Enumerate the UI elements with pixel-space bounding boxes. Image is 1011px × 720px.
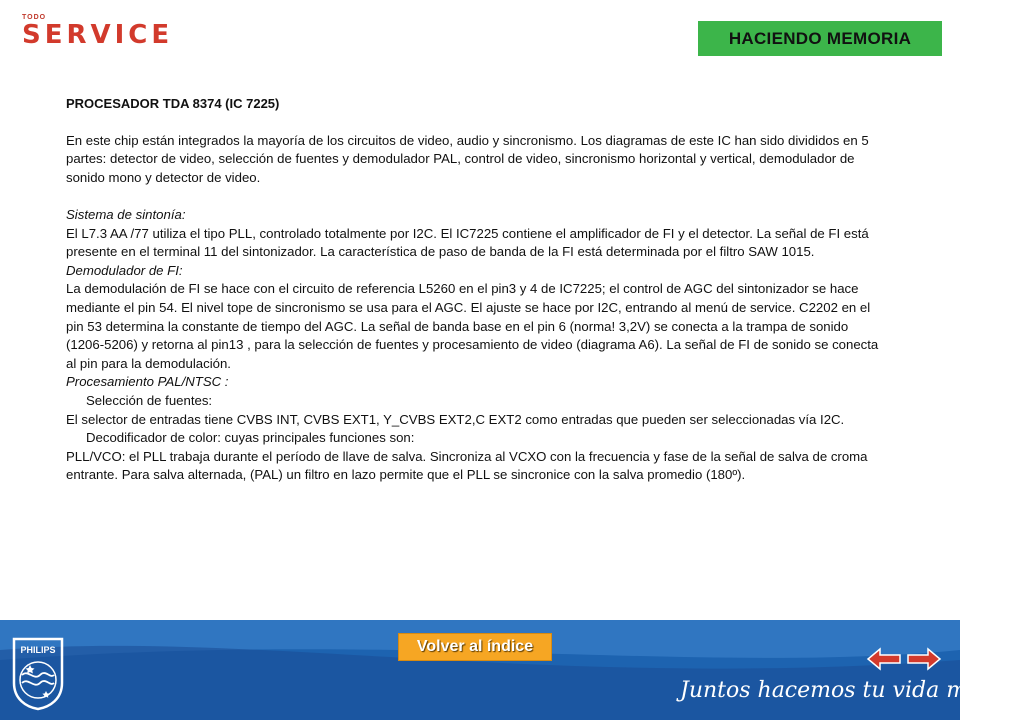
page-title: PROCESADOR TDA 8374 (IC 7225) bbox=[66, 96, 280, 111]
section-heading-tuning: Sistema de sintonía: bbox=[66, 206, 186, 222]
back-to-index-button[interactable]: Volver al índice bbox=[398, 633, 552, 661]
intro-paragraph: En este chip están integrados la mayoría de los circuitos de video, audio y sincronismo. Los diagramas de este IC han sido divididos en 5 partes: detector de video, selección de fuentes y demodulador PAL, control de video, sincronismo horizontal y vertical, demodulador de sonido mono y detector de video. bbox=[66, 132, 869, 185]
section-text-tuning: El L7.3 AA /77 utiliza el tipo PLL, controlado totalmente por I2C. El IC7225 contiene el amplificador de FI y el detector. La señal de FI está presente en el terminal 11 del sintonizador. La característica de paso de banda de la FI está determinada por el filtro SAW 1015. bbox=[66, 225, 869, 260]
subheading-source-select: Selección de fuentes: bbox=[86, 392, 213, 408]
section-heading-if-demod: Demodulador de FI: bbox=[66, 262, 183, 278]
text-source-select: El selector de entradas tiene CVBS INT, CVBS EXT1, Y_CVBS EXT2,C EXT2 como entradas que pueden ser seleccionadas vía I2C. bbox=[66, 411, 845, 427]
subheading-color-decoder: Decodificador de color: cuyas principales funciones son: bbox=[86, 430, 415, 446]
footer-slogan: Juntos hacemos tu vida mejor bbox=[680, 678, 1011, 703]
section-heading-pal-ntsc: Procesamiento PAL/NTSC : bbox=[66, 374, 229, 390]
section-text-if-demod: La demodulación de FI se hace con el circuito de referencia L5260 en el pin3 y 4 de IC7225; el control de AGC del sintonizador se hace mediante el pin 54. El nivel tope de sincronismo se usa para el AGC. El ajuste se hace por I2C, entrando al menú de service. C2202 en el pin 53 determina la constante de tiempo del AGC. La señal de banda base en el pin 6 (norma! 3,2V) se conecta a la trampa de sonido (1206-5206) y retorna al pin13 , para la selección de fuentes y procesamiento de video (diagrama A6). La señal de FI de sonido se conecta al pin para la demodulación. bbox=[66, 281, 879, 371]
arrow-left-icon[interactable] bbox=[866, 646, 902, 672]
arrow-right-icon[interactable] bbox=[906, 646, 942, 672]
logo-main-text: SERVICE bbox=[22, 20, 174, 50]
philips-shield-logo bbox=[10, 635, 66, 711]
section-badge: HACIENDO MEMORIA bbox=[698, 21, 942, 56]
document-body bbox=[66, 95, 886, 485]
text-color-decoder: PLL/VCO: el PLL trabaja durante el período de llave de salva. Sincroniza al VCXO con la frecuencia y fase de la señal de salva de croma entrante. Para salva alternada, (PAL) un filtro en lazo permite que el PLL se sincronice con la salva promedio (180º). bbox=[66, 448, 868, 483]
service-logo bbox=[22, 14, 172, 54]
philips-wordmark: PHILIPS bbox=[20, 645, 56, 655]
logo-small-text: TODO bbox=[22, 14, 47, 21]
